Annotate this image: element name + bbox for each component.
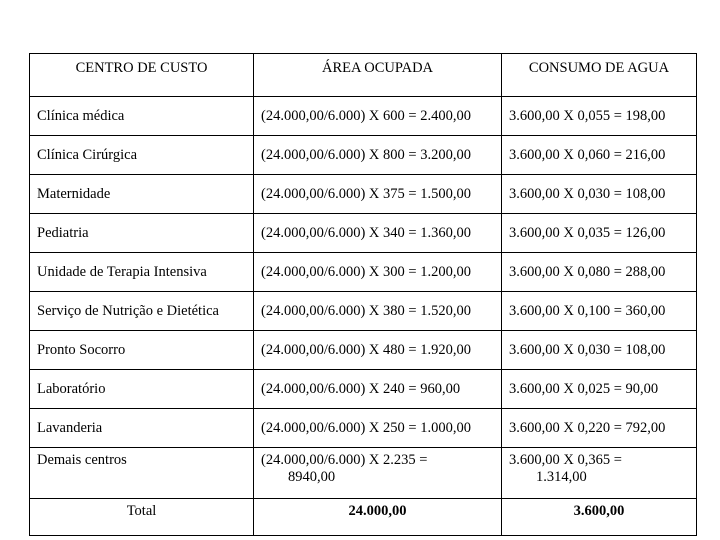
cell-water-line2: 1.314,00 <box>536 469 587 485</box>
table-row <box>30 409 697 448</box>
cell-water: 3.600,00 X 0,100 = 360,00 <box>502 292 697 331</box>
cell-center: Pronto Socorro <box>30 331 254 370</box>
cell-area: (24.000,00/6.000) X 600 = 2.400,00 <box>254 97 502 136</box>
cell-water: 3.600,00 X 0,025 = 90,00 <box>502 370 697 409</box>
cell-area <box>254 448 502 499</box>
cell-water: 3.600,00 X 0,080 = 288,00 <box>502 253 697 292</box>
cell-center: Lavanderia <box>30 409 254 448</box>
cell-center: Clínica Cirúrgica <box>30 136 254 175</box>
cell-area: (24.000,00/6.000) X 375 = 1.500,00 <box>254 175 502 214</box>
cell-area: (24.000,00/6.000) X 300 = 1.200,00 <box>254 253 502 292</box>
total-label: Total <box>30 499 254 536</box>
cell-water: 3.600,00 X 0,030 = 108,00 <box>502 175 697 214</box>
cell-center: Demais centros <box>30 448 254 499</box>
header-cost-center: CENTRO DE CUSTO <box>30 54 254 97</box>
cell-area: (24.000,00/6.000) X 250 = 1.000,00 <box>254 409 502 448</box>
cell-center: Clínica médica <box>30 97 254 136</box>
cell-area: (24.000,00/6.000) X 380 = 1.520,00 <box>254 292 502 331</box>
table-row <box>30 253 697 292</box>
cell-center: Laboratório <box>30 370 254 409</box>
cell-center: Pediatria <box>30 214 254 253</box>
cell-water <box>502 448 697 499</box>
cell-area: (24.000,00/6.000) X 480 = 1.920,00 <box>254 331 502 370</box>
table-row <box>30 136 697 175</box>
cell-area-line2: 8940,00 <box>288 469 336 485</box>
cell-water: 3.600,00 X 0,220 = 792,00 <box>502 409 697 448</box>
table-row <box>30 331 697 370</box>
table-row <box>30 175 697 214</box>
table-row <box>30 97 697 136</box>
cell-center: Maternidade <box>30 175 254 214</box>
table-row <box>30 214 697 253</box>
table-total-row <box>30 499 697 536</box>
cell-center: Serviço de Nutrição e Dietética <box>30 292 254 331</box>
header-area: ÁREA OCUPADA <box>254 54 502 97</box>
cell-area: (24.000,00/6.000) X 340 = 1.360,00 <box>254 214 502 253</box>
cell-area-line1: (24.000,00/6.000) X 2.235 = <box>261 452 428 468</box>
cell-area: (24.000,00/6.000) X 240 = 960,00 <box>254 370 502 409</box>
cell-center: Unidade de Terapia Intensiva <box>30 253 254 292</box>
header-water: CONSUMO DE AGUA <box>502 54 697 97</box>
cell-water: 3.600,00 X 0,055 = 198,00 <box>502 97 697 136</box>
cell-water: 3.600,00 X 0,060 = 216,00 <box>502 136 697 175</box>
total-area: 24.000,00 <box>254 499 502 536</box>
cell-water: 3.600,00 X 0,030 = 108,00 <box>502 331 697 370</box>
cell-water-line1: 3.600,00 X 0,365 = <box>509 452 622 468</box>
cell-water: 3.600,00 X 0,035 = 126,00 <box>502 214 697 253</box>
cell-area: (24.000,00/6.000) X 800 = 3.200,00 <box>254 136 502 175</box>
total-water: 3.600,00 <box>502 499 697 536</box>
table-row <box>30 292 697 331</box>
cost-allocation-table <box>29 53 697 536</box>
table-row <box>30 370 697 409</box>
table-row-other-centers <box>30 448 697 499</box>
table-header-row <box>30 54 697 97</box>
